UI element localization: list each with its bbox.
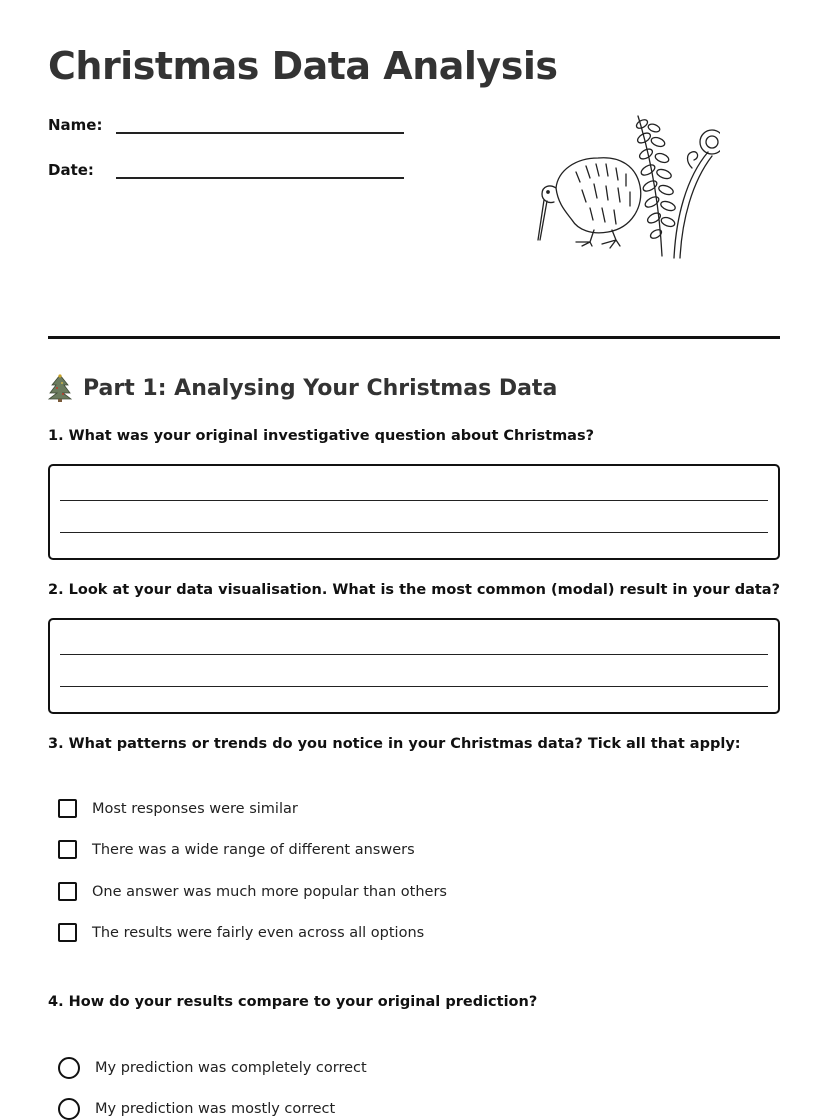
kiwi-fern-illustration [536, 108, 720, 263]
name-field [48, 116, 404, 134]
checkbox[interactable] [58, 840, 77, 859]
answer-box-1[interactable] [48, 464, 780, 560]
checkbox-label: There was a wide range of different answers [92, 841, 415, 858]
name-input-line[interactable] [116, 118, 404, 134]
checkbox[interactable] [58, 882, 77, 901]
radio-label: My prediction was completely correct [95, 1060, 367, 1076]
radio-button[interactable] [58, 1057, 80, 1079]
checkbox-option[interactable] [58, 923, 424, 942]
name-label: Name: [48, 116, 103, 134]
part1-header [48, 374, 557, 402]
radio-button[interactable] [58, 1098, 80, 1120]
answer-line [60, 686, 768, 687]
checkbox[interactable] [58, 923, 77, 942]
question-4: 4. How do your results compare to your original prediction? [48, 994, 538, 1010]
checkbox-option[interactable] [58, 840, 415, 859]
question-2: 2. Look at your data visualisation. What is the most common (modal) result in your data? [48, 582, 781, 598]
checkbox-option[interactable] [58, 882, 447, 901]
date-input-line[interactable] [116, 163, 404, 179]
checkbox-label: The results were fairly even across all options [92, 924, 425, 941]
page-title: Christmas Data Analysis [48, 44, 558, 88]
radio-option[interactable] [58, 1098, 335, 1120]
date-field [48, 161, 404, 179]
checkbox-label: One answer was much more popular than others [92, 883, 447, 900]
answer-line [60, 500, 768, 501]
radio-option[interactable] [58, 1057, 367, 1079]
section-divider [48, 336, 780, 339]
date-label: Date: [48, 161, 94, 179]
answer-line [60, 532, 768, 533]
checkbox[interactable] [58, 799, 77, 818]
answer-box-2[interactable] [48, 618, 780, 714]
answer-line [60, 654, 768, 655]
part1-title: Part 1: Analysing Your Christmas Data [83, 375, 558, 401]
question-1: 1. What was your original investigative question about Christmas? [48, 428, 595, 444]
christmas-tree-icon [48, 374, 72, 402]
radio-label: My prediction was mostly correct [95, 1101, 336, 1117]
checkbox-label: Most responses were similar [92, 800, 298, 817]
question-3: 3. What patterns or trends do you notice in your Christmas data? Tick all that apply: [48, 736, 741, 752]
checkbox-option[interactable] [58, 799, 298, 818]
